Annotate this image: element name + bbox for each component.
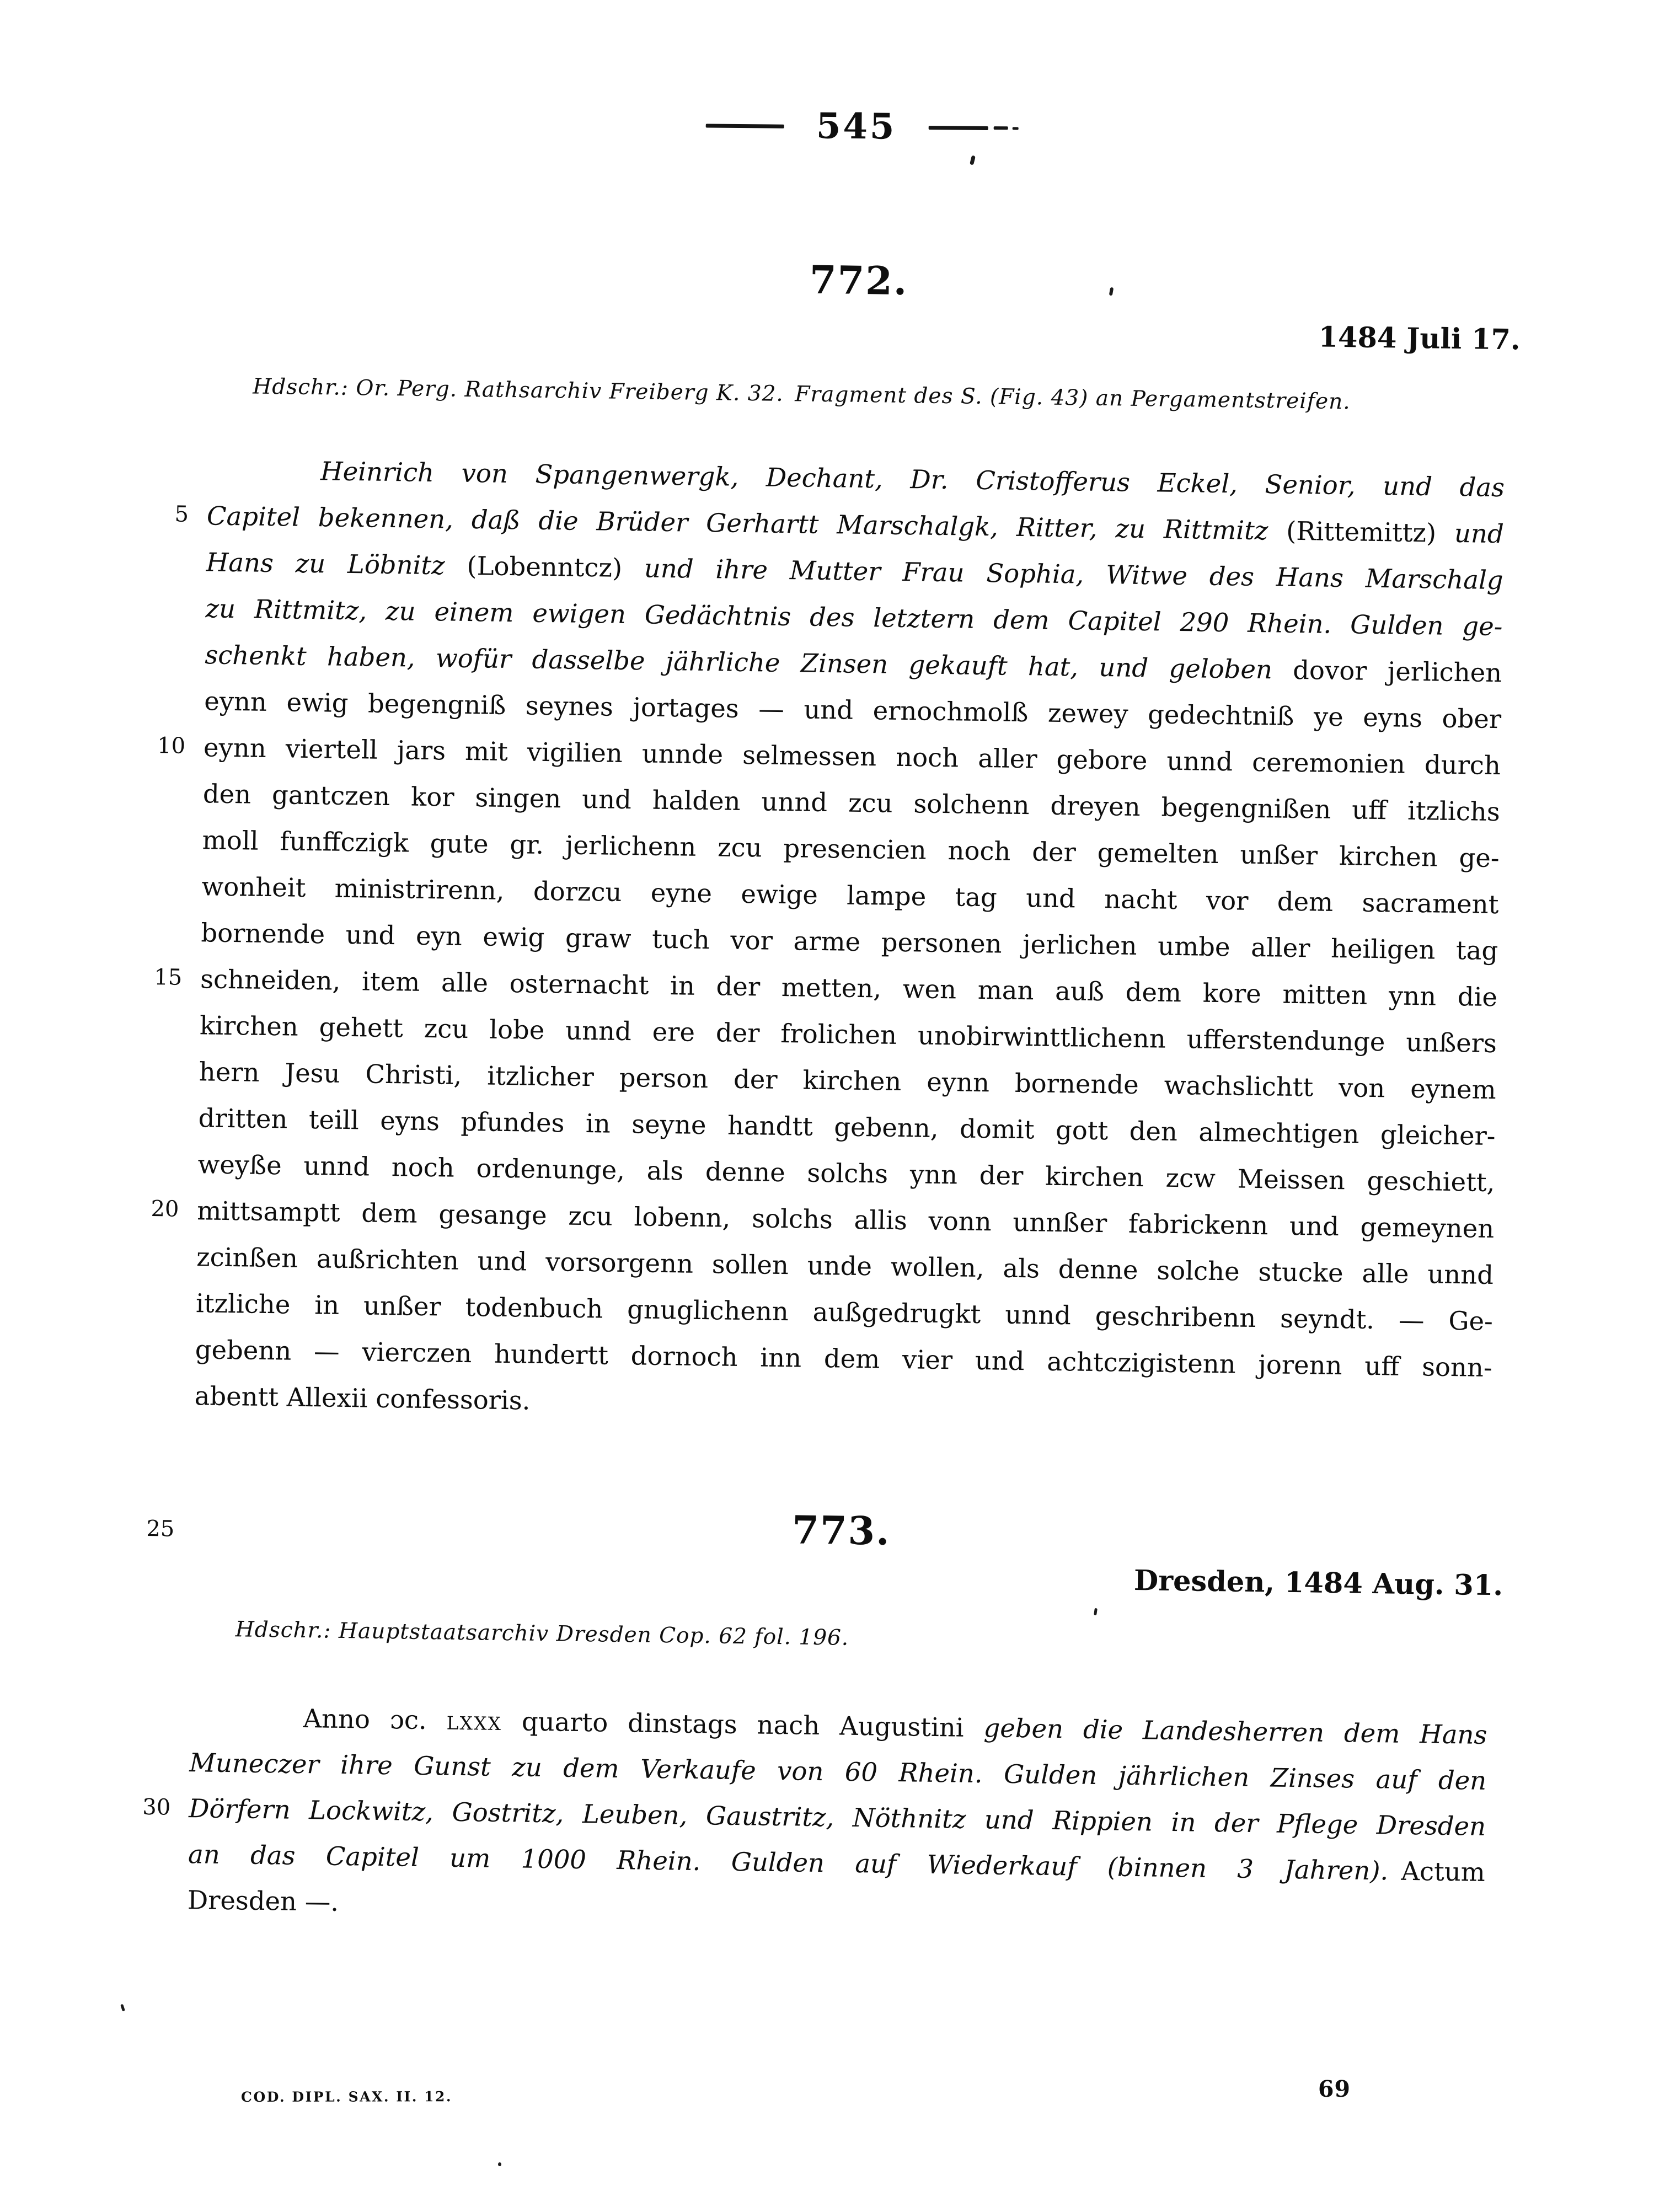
text-segment: zu Rittmitz, zu einem ewigen Gedächtnis des letztern dem Capitel 290 Rhein. Gulden ge- — [205, 593, 1503, 642]
series-signature: COD. DIPL. SAX. II. 12. — [240, 2088, 453, 2105]
text-segment: schenkt haben, wofür dasselbe jährliche Zinsen gekauft hat, und geloben — [205, 640, 1293, 685]
entry-number: 773. — [791, 1507, 891, 1554]
text-segment: moll funffczigk gute gr. jerlichenn zcu presencien noch der gemelten unßer kirchen ge- — [202, 825, 1500, 874]
entry-date: Dresden, 1484 Aug. 31. — [1133, 1563, 1503, 1603]
text-segment: gebenn — vierczen hundertt dornoch inn dem vier und achtczigistenn jorenn uff sonn- — [195, 1335, 1493, 1383]
text-segment: Hans zu Löbnitz — [206, 547, 467, 581]
text-segment: den gantczen kor singen und halden unnd zcu solchenn dreyen begengnißen uff itzlichs — [202, 779, 1501, 827]
text-segment: Muneczer ihre Gunst zu dem Verkaufe von 60 Rhein. Gulden jährlichen Zinses auf den — [189, 1748, 1487, 1796]
text-segment: itzliche in unßer todenbuch gnuglichenn außgedrugkt unnd geschribenn seyndt. — Ge- — [195, 1288, 1494, 1337]
margin-line-number: 15 — [154, 965, 183, 990]
text-segment: (Lobenntcz) — [467, 550, 623, 583]
text-segment: Actum — [1388, 1856, 1486, 1887]
text-segment: (Rittemittz) — [1286, 516, 1437, 548]
text-segment: mittsamptt dem gesange zcu lobenn, solchs allis vonn unnßer fabrickenn und gemeynen — [197, 1196, 1495, 1244]
text-segment: Heinrich von Spangenwergk, Dechant, Dr. Cristofferus Eckel, Senior, und das — [320, 456, 1505, 503]
entry-date: 1484 Juli 17. — [1318, 320, 1521, 357]
text-segment: zcinßen außrichten und vorsorgenn sollen unde wollen, als denne solche stucke alle unnd — [196, 1242, 1494, 1290]
scan-speck — [498, 2162, 501, 2166]
text-segment: an das Capitel um 1000 Rhein. Gulden auf Wiederkauf (binnen 3 Jahren). — [188, 1839, 1389, 1886]
margin-line-number: 20 — [151, 1196, 179, 1222]
text-segment: Dresden —. — [187, 1885, 339, 1917]
text-segment: weyße unnd noch ordenunge, als denne solchs ynn der kirchen zcw Meissen geschiett, — [197, 1149, 1495, 1198]
text-segment: eynn viertell jars mit vigilien unnde selmessen noch aller gebore unnd ceremonien durch — [203, 732, 1501, 781]
entry-source-line: Hdschr.: Hauptstaatsarchiv Dresden Cop. 62 fol. 196. — [235, 1617, 849, 1651]
page-number: 545 — [816, 105, 897, 148]
text-segment: lxxx — [446, 1705, 502, 1737]
margin-line-number: 10 — [157, 733, 186, 759]
margin-line-number: 30 — [142, 1794, 171, 1820]
text-segment: dritten teill eyns pfundes in seyne handtt gebenn, domit gott den almechtigen gleicher- — [198, 1103, 1496, 1151]
text-segment: eynn ewig begengniß seynes jortages — und ernochmolß zewey gedechtniß ye eyns ober — [204, 686, 1502, 735]
entry-source-line: Hdschr.: Or. Perg. Rathsarchiv Freiberg K. 32. Fragment des S. (Fig. 43) an Pergamentstreifen. — [252, 374, 1351, 415]
sheet-number: 69 — [1318, 2075, 1351, 2102]
text-segment: schneiden, item alle osternacht in der metten, wen man auß dem kore mitten ynn die — [200, 964, 1498, 1013]
text-segment: und — [1436, 518, 1505, 549]
margin-line-number: 25 — [146, 1515, 175, 1542]
text-segment: quarto dinstags nach Augustini — [501, 1706, 984, 1743]
text-segment: Anno ɔc. — [303, 1703, 447, 1736]
text-segment: bornende und eyn ewig graw tuch vor arme personen jerlichen umbe aller heiligen tag — [201, 918, 1498, 966]
entry-number: 772. — [809, 256, 908, 304]
margin-line-number: 5 — [174, 501, 189, 527]
text-segment: dovor jerlichen — [1292, 655, 1502, 688]
text-segment: abentt Allexii confessoris. — [194, 1381, 531, 1416]
text-segment: Dörfern Lockwitz, Gostritz, Leuben, Gaustritz, Nöthnitz und Rippien in der Pflege Dresden — [188, 1793, 1486, 1841]
text-segment: hern Jesu Christi, itzlicher person der kirchen eynn bornende wachslichtt von eynem — [199, 1057, 1497, 1105]
text-segment: und ihre Mutter Frau Sophia, Witwe des Hans Marschalg — [622, 553, 1503, 596]
text-segment: geben die Landesherren dem Hans — [983, 1713, 1487, 1750]
text-segment: wonheit ministrirenn, dorzcu eyne ewige lampe tag und nacht vor dem sacrament — [201, 871, 1499, 920]
text-segment: Capitel bekennen, daß die Brüder Gerhartt Marschalgk, Ritter, zu Rittmitz — [206, 501, 1287, 546]
text-segment: kirchen gehett zcu lobe unnd ere der frolichen unobirwinttlichenn ufferstendunge unßers — [199, 1010, 1497, 1059]
